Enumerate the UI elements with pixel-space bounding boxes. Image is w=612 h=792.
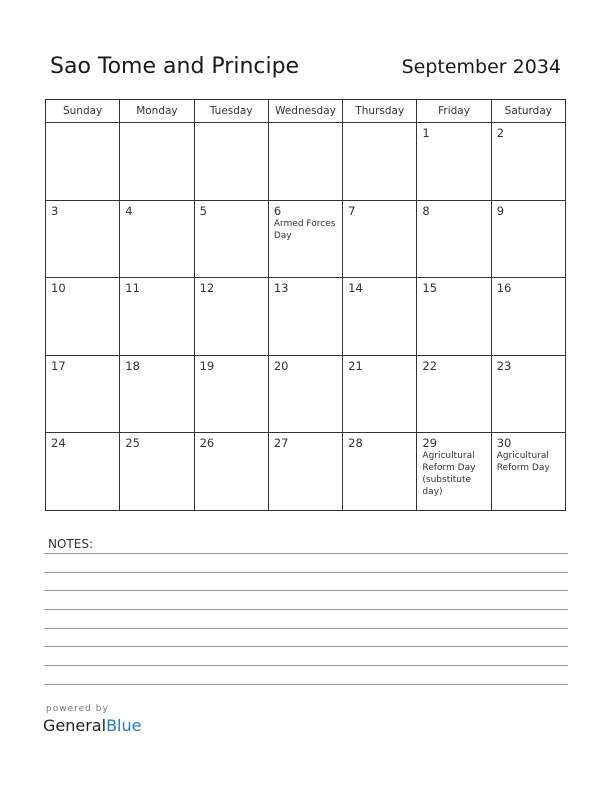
day-number: 21 [348, 358, 363, 373]
calendar-day-cell [46, 200, 120, 278]
holiday-label: Agricultural Reform Day [496, 451, 550, 474]
calendar-day-cell [46, 123, 120, 201]
calendar-day-cell [343, 355, 417, 433]
day-number: 26 [199, 436, 215, 451]
day-number: 17 [51, 358, 66, 373]
country-title: Sao Tome and Principe [50, 54, 300, 79]
holiday-label: Agricultural Reform Day (substitute day) [422, 451, 476, 498]
note-line [44, 553, 568, 554]
day-number: 19 [199, 358, 215, 373]
calendar-day-cell [120, 433, 194, 511]
weekday-wednesday: Wednesday [268, 100, 342, 123]
weekday-tuesday: Tuesday [194, 100, 268, 123]
calendar-day-cell [343, 200, 417, 278]
calendar-day-cell [194, 355, 268, 433]
day-number: 11 [125, 281, 140, 296]
day-number: 14 [348, 281, 363, 296]
logo-blue-text: Blue [106, 716, 142, 735]
calendar-day-cell [46, 278, 120, 356]
calendar-day-cell [268, 355, 342, 433]
day-number: 4 [125, 203, 133, 218]
day-number: 3 [51, 203, 59, 218]
calendar-day-cell [194, 433, 268, 511]
weekday-friday: Friday [417, 100, 491, 123]
powered-by-text: powered by [46, 704, 109, 714]
calendar-week-row [46, 200, 566, 278]
note-line [44, 609, 568, 610]
note-line [44, 665, 568, 666]
day-number: 7 [348, 203, 356, 218]
day-number: 18 [125, 358, 140, 373]
holiday-label: Armed Forces Day [273, 218, 336, 241]
calendar-day-cell [46, 433, 120, 511]
calendar-day-cell [120, 200, 194, 278]
day-number: 10 [51, 281, 66, 296]
calendar-day-cell [343, 433, 417, 511]
calendar-day-cell [268, 123, 342, 201]
day-number: 20 [273, 358, 289, 373]
day-number: 12 [199, 281, 215, 296]
day-number: 27 [273, 436, 289, 451]
calendar-day-cell [491, 355, 565, 433]
weekday-thursday: Thursday [343, 100, 417, 123]
calendar-day-cell [417, 200, 491, 278]
logo-general-text: General [43, 716, 107, 735]
day-number [120, 123, 193, 126]
day-number: 9 [496, 203, 505, 218]
day-number [195, 123, 268, 126]
note-line [44, 628, 568, 629]
notes-label: NOTES: [48, 537, 93, 551]
day-number: 5 [199, 203, 207, 218]
calendar-day-cell [491, 278, 565, 356]
day-number [269, 123, 342, 126]
calendar-day-cell [417, 355, 491, 433]
day-number: 8 [422, 203, 430, 218]
note-line [44, 590, 568, 591]
calendar-day-cell [417, 278, 491, 356]
calendar-day-cell [46, 355, 120, 433]
note-line [44, 684, 568, 685]
calendar-week-row [46, 278, 566, 356]
day-number: 2 [496, 126, 505, 140]
calendar-day-cell [194, 278, 268, 356]
calendar-day-cell [268, 278, 342, 356]
day-number [46, 123, 119, 126]
weekday-monday: Monday [120, 100, 194, 123]
calendar-body [46, 123, 566, 511]
calendar-day-cell [268, 200, 342, 278]
day-number: 29 [422, 436, 438, 451]
generalblue-logo [43, 716, 141, 735]
calendar-day-cell [491, 433, 565, 511]
calendar-day-cell [343, 123, 417, 201]
day-number: 25 [125, 436, 140, 451]
calendar-week-row [46, 123, 566, 201]
day-number: 30 [496, 436, 512, 451]
weekday-sunday: Sunday [46, 100, 120, 123]
calendar-day-cell [491, 200, 565, 278]
calendar-day-cell [120, 123, 194, 201]
day-number: 22 [422, 358, 438, 373]
calendar-day-cell [417, 123, 491, 201]
calendar-grid [45, 99, 566, 511]
day-number: 6 [273, 203, 282, 218]
weekday-header-row [46, 100, 566, 123]
calendar-day-cell [120, 278, 194, 356]
day-number: 23 [496, 358, 512, 373]
day-number [343, 123, 416, 126]
weekday-saturday: Saturday [491, 100, 565, 123]
day-number: 1 [422, 126, 430, 140]
calendar-day-cell [120, 355, 194, 433]
day-number: 16 [496, 281, 512, 296]
day-number: 13 [273, 281, 289, 296]
calendar-week-row [46, 433, 566, 511]
note-line [44, 572, 568, 573]
calendar-day-cell [343, 278, 417, 356]
calendar-day-cell [491, 123, 565, 201]
day-number: 24 [51, 436, 66, 451]
calendar-day-cell [194, 200, 268, 278]
calendar-day-cell [268, 433, 342, 511]
month-year-title: September 2034 [401, 56, 561, 78]
calendar-day-cell [417, 433, 491, 511]
note-line [44, 646, 568, 647]
day-number: 28 [348, 436, 363, 451]
day-number: 15 [422, 281, 438, 296]
calendar-week-row [46, 355, 566, 433]
calendar-day-cell [194, 123, 268, 201]
